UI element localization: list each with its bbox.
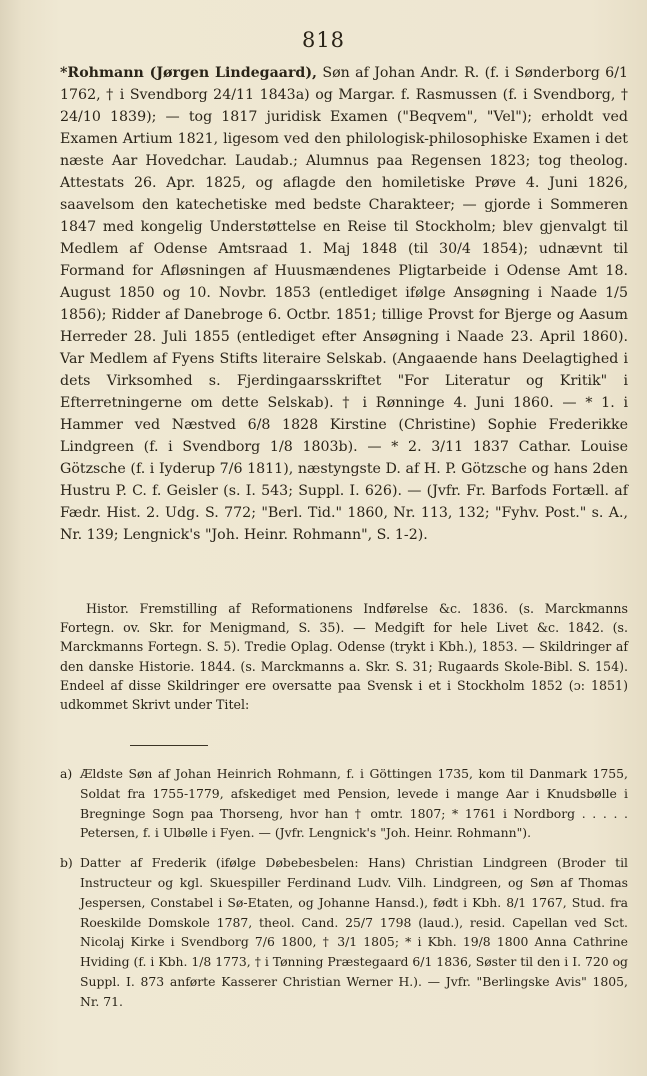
entry-text: Søn af Johan Andr. R. (f. i Sønderborg 6/1 1762, † i Svendborg 24/11 1843a) og Margar. f. Rasmussen (f. i Svendborg, † 24/10 1839); — tog 1817 juridisk Examen ("Beqvem", "Vel"); erholdt ved Examen Artium 1821, ligesom ved den philologisk-philosophiske Examen i det næste Aar Hovedchar. Laudab.; Alumnus paa Regensen 1823; tog theolog. Attestats 26. Apr. 1825, og aflagde den homiletiske Prøve 4. Juni 1826, saavelsom den katechetiske med bedste Charakteer; — gjorde i Sommeren 1847 med kongelig Understøttelse en Reise til Stockholm; blev gjenvalgt til Medlem af Odense Amtsraad 1. Maj 1848 (til 30/4 1854); udnævnt til Formand for Afløsningen af Huusmændenes Pligtarbeide i Odense Amt 18. August 1850 og 10. Novbr. 1853 (entlediget ifølge Ansøgning i Naade 1/5 1856); Ridder af Danebroge 6. Octbr. 1851; tillige Provst for Bjerge og Aasum Herreder 28. Juli 1855 (entlediget efter Ansøgning i Naade 23. April 1860). Var Medlem af Fyens Stifts literaire Selskab. (Angaaende hans Deelagtighed i dets Virksomhed s. Fjerdingaarsskriftet "For Literatur og Kritik" i Efterretningerne om dette Selskab). † i Rønninge 4. Juni 1860. — * 1. i Hammer ved Næstved 6/8 1828 Kirstine (Christine) Sophie Frederikke Lindgreen (f. i Svendborg 1/8 1803b). — * 2. 3/11 1837 Cathar. Louise Götzsche (f. i Iyderup 7/6 1811), næstyngste D. af H. P. Götzsche og hans 2den Hustru P. C. f. Geisler (s. I. 543; Suppl. I. 626). — (Jvfr. Fr. Barfods Fortæll. af Fædr. Hist. 2. Udg. S. 772; "Berl. Tid." 1860, Nr. 113, 132; "Fyhv. Post." s. A., Nr. 139; Lengnick's "Joh. Heinr. Rohmann", S. 1-2). — [60, 65, 629, 543]
footnotes — [60, 764, 628, 1022]
page-number: 818 — [301, 28, 346, 52]
footnote-text: Datter af Frederik (ifølge Døbebesbelen: Hans) Christian Lindgreen (Broder til Instructeur og kgl. Skuespiller Ferdinand Ludv. Vilh. Lindgreen, og Søn af Thomas Jespersen, Constabel i Sø-Etaten, og Johanne Hansd.), født i Kbh. 8/1 1767, Stud. fra Roeskilde Domskole 1787, theol. Cand. 25/7 1798 (laud.), resid. Capellan ved Sct. Nicolaj Kirke i Svendborg 7/6 1800, † 3/1 1805; * i Kbh. 19/8 1800 Anna Cathrine Hviding (f. i Kbh. 1/8 1773, † i Tønning Præstegaard 6/1 1836, Søster til den i I. 720 og Suppl. I. 873 anførte Kasserer Christian Werner H.). — Jvfr. "Berlingske Avis" 1805, Nr. 71. — [80, 855, 628, 1009]
footnote-b — [60, 853, 628, 1011]
literature-text: Histor. Fremstilling af Reformationens Indførelse &c. 1836. (s. Marckmanns Fortegn. ov. Skr. for Menigmand, S. 35). — Medgift for hele Livet &c. 1842. (s. Marckmanns Fortegn. S. 5). Tredie Oplag. Odense (trykt i Kbh.), 1853. — Skildringer af den danske Historie. 1844. (s. Marckmanns a. Skr. S. 31; Rugaards Skole-Bibl. S. 154). Endeel af disse Skildringer ere oversatte paa Svensk i et i Stockholm 1852 (ɔ: 1851) udkommet Skrivt under Titel: — [60, 601, 628, 713]
entry-paragraph — [60, 62, 628, 546]
entry-headword: *Rohmann (Jørgen Lindegaard), — [60, 65, 318, 81]
biography-entry — [60, 62, 628, 546]
footnote-marker: a) — [60, 766, 73, 781]
footnote-text: Ældste Søn af Johan Heinrich Rohmann, f. i Göttingen 1735, kom til Danmark 1755, Soldat fra 1755-1779, afskediget med Pension, levede i mange Aar i Knudsbølle i Bregninge Sogn paa Thorseng, hvor han † omtr. 1807; * 1761 i Nordborg . . . . . Petersen, f. i Ulbølle i Fyen. — (Jvfr. Lengnick's "Joh. Heinr. Rohmann"). — [80, 766, 628, 841]
literature-section — [60, 599, 628, 714]
footnote-a — [60, 764, 628, 843]
footnote-divider — [130, 745, 208, 746]
footnote-marker: b) — [60, 855, 73, 871]
